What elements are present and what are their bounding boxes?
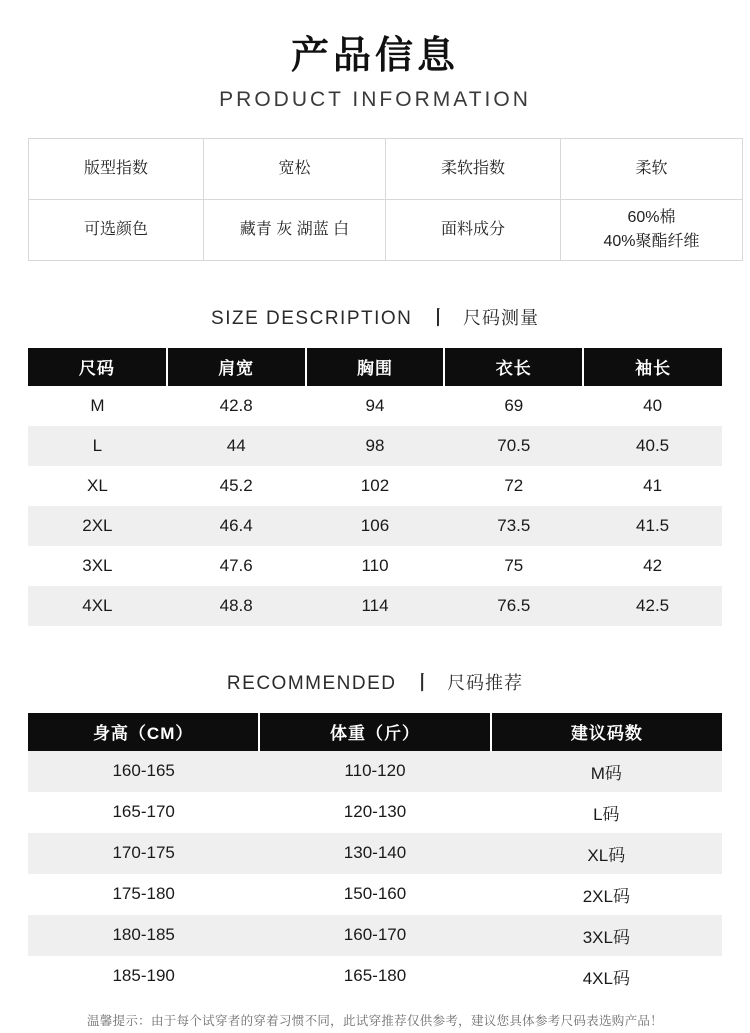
rec-cell: 160-170 [259, 915, 490, 956]
rec-cell: 120-130 [259, 792, 490, 833]
page-header [0, 0, 750, 112]
size-cell: 40.5 [583, 426, 722, 466]
rec-cell: 150-160 [259, 874, 490, 915]
footer-note: 温馨提示：由于每个试穿者的穿着习惯不同，此试穿推荐仅供参考，建议您具体参考尺码表选购产品！ [86, 1013, 663, 1028]
size-cell: 102 [306, 466, 445, 506]
heading-separator-icon: 丨 [428, 307, 449, 329]
table-row [28, 546, 722, 586]
size-cell: 45.2 [167, 466, 306, 506]
table-row [29, 138, 743, 199]
size-cell: 75 [444, 546, 583, 586]
table-row [29, 199, 743, 260]
rec-col-suggested-size: 建议码数 [491, 713, 722, 751]
rec-cell: 165-180 [259, 956, 490, 997]
size-cell: 3XL [28, 546, 167, 586]
size-cell: L [28, 426, 167, 466]
recommend-section-heading [0, 668, 750, 695]
info-label-colors: 可选颜色 [29, 199, 204, 260]
info-value-softness: 柔软 [561, 138, 743, 199]
table-row [28, 751, 722, 792]
page-title: 产品信息 [290, 35, 459, 77]
rec-cell: L码 [491, 792, 722, 833]
size-cell: 2XL [28, 506, 167, 546]
fabric-line-1: 60%棉 [627, 209, 676, 227]
info-value-fit: 宽松 [204, 138, 386, 199]
rec-cell: 165-170 [28, 792, 259, 833]
rec-cell: XL码 [491, 833, 722, 874]
size-cell: 4XL [28, 586, 167, 626]
size-cell: 46.4 [167, 506, 306, 546]
size-measurement-table [28, 348, 722, 626]
table-row [28, 874, 722, 915]
table-row [28, 915, 722, 956]
size-cell: 48.8 [167, 586, 306, 626]
size-cell: 98 [306, 426, 445, 466]
info-value-colors: 藏青 灰 湖蓝 白 [204, 199, 386, 260]
rec-cell: 2XL码 [491, 874, 722, 915]
size-cell: 40 [583, 386, 722, 426]
info-label-fit: 版型指数 [29, 138, 204, 199]
size-cell: 106 [306, 506, 445, 546]
table-row [28, 386, 722, 426]
size-cell: 110 [306, 546, 445, 586]
rec-cell: 170-175 [28, 833, 259, 874]
rec-cell: 4XL码 [491, 956, 722, 997]
size-heading-en: SIZE DESCRIPTION [211, 307, 413, 329]
size-cell: 94 [306, 386, 445, 426]
rec-cell: 110-120 [259, 751, 490, 792]
table-header-row [28, 348, 722, 386]
size-cell: 47.6 [167, 546, 306, 586]
info-value-fabric [561, 199, 743, 260]
info-label-fabric: 面料成分 [386, 199, 561, 260]
info-label-softness: 柔软指数 [386, 138, 561, 199]
size-cell: 42.8 [167, 386, 306, 426]
fabric-line-2: 40%聚酯纤维 [603, 232, 700, 250]
size-cell: XL [28, 466, 167, 506]
rec-col-weight: 体重（斤） [259, 713, 490, 751]
size-heading-cn: 尺码测量 [462, 307, 539, 328]
table-row [28, 833, 722, 874]
size-cell: 44 [167, 426, 306, 466]
rec-cell: 160-165 [28, 751, 259, 792]
table-row [28, 426, 722, 466]
rec-cell: 130-140 [259, 833, 490, 874]
table-row [28, 586, 722, 626]
rec-col-height: 身高（CM） [28, 713, 259, 751]
size-cell: 41 [583, 466, 722, 506]
rec-cell: 3XL码 [491, 915, 722, 956]
page-subtitle: PRODUCT INFORMATION [219, 87, 531, 111]
size-col-shoulder: 肩宽 [167, 348, 306, 386]
rec-cell: 185-190 [28, 956, 259, 997]
size-cell: 42.5 [583, 586, 722, 626]
table-row [28, 956, 722, 997]
size-cell: 76.5 [444, 586, 583, 626]
table-row [28, 506, 722, 546]
size-cell: 72 [444, 466, 583, 506]
size-cell: 114 [306, 586, 445, 626]
heading-separator-icon: 丨 [412, 672, 433, 694]
product-info-table [28, 138, 743, 261]
size-cell: 41.5 [583, 506, 722, 546]
size-cell: M [28, 386, 167, 426]
rec-cell: M码 [491, 751, 722, 792]
size-cell: 69 [444, 386, 583, 426]
rec-cell: 175-180 [28, 874, 259, 915]
recommend-heading-en: RECOMMENDED [226, 672, 397, 694]
table-row [28, 792, 722, 833]
size-col-sleeve: 袖长 [583, 348, 722, 386]
table-row [28, 466, 722, 506]
size-col-length: 衣长 [444, 348, 583, 386]
recommend-heading-cn: 尺码推荐 [447, 672, 524, 693]
size-cell: 42 [583, 546, 722, 586]
size-cell: 73.5 [444, 506, 583, 546]
size-col-size: 尺码 [28, 348, 167, 386]
size-section-heading [0, 303, 750, 330]
table-header-row [28, 713, 722, 751]
size-cell: 70.5 [444, 426, 583, 466]
size-recommendation-table [28, 713, 722, 997]
size-col-bust: 胸围 [306, 348, 445, 386]
rec-cell: 180-185 [28, 915, 259, 956]
